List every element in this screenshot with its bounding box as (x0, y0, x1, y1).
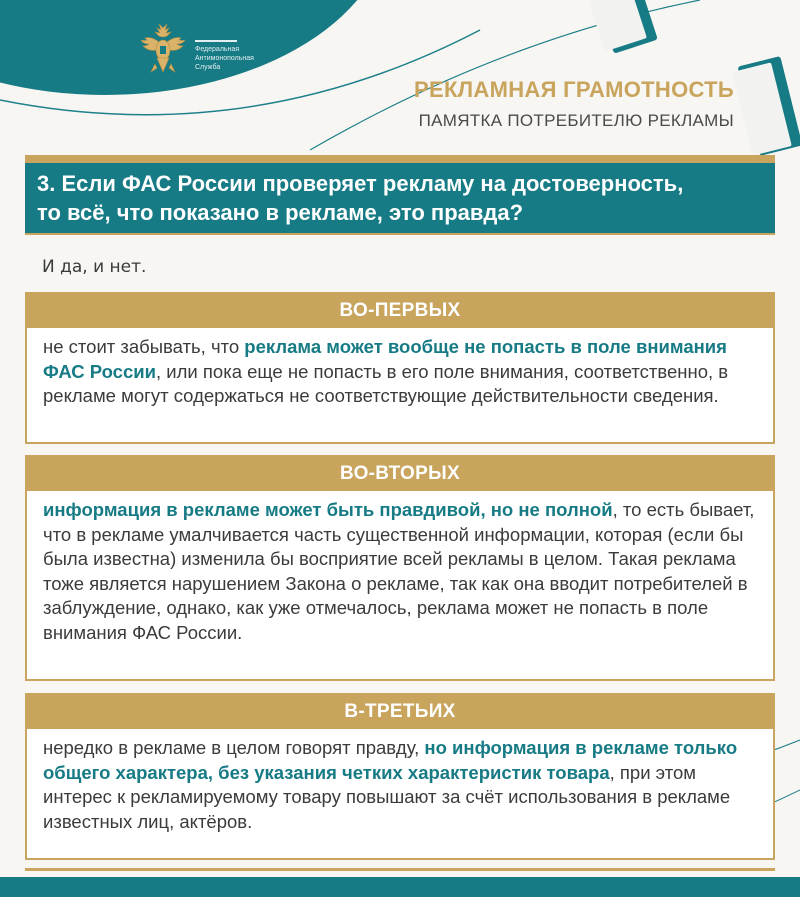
logo-line-3: Служба (195, 64, 221, 71)
card-highlight: но информация в рекламе только общего характера, без указания четких характеристик товара (43, 737, 738, 783)
card-text: , при этом интерес к рекламируемому товару повышают за счёт использования в рекламе известных лиц, актёров. (43, 761, 731, 832)
card-heading: В-ТРЕТЬИХ (27, 695, 773, 729)
logo-line-1: Федеральная (195, 46, 240, 53)
logo-line-2: Антимонопольная (195, 55, 254, 62)
intro-answer: И да, и нет. (42, 257, 147, 277)
card-text: , или пока еще не попасть в его поле внимания, соответственно, в рекламе могут содержаться не соответствующие действительности сведения. (43, 360, 729, 406)
question-gold-underline (25, 233, 775, 235)
card-body (27, 729, 773, 834)
logo-rule (195, 40, 237, 42)
fas-emblem-icon (137, 22, 189, 76)
logo-text (195, 40, 265, 72)
question-heading (25, 163, 775, 233)
question-line-2: то всё, что показано в рекламе, это правда? (37, 200, 524, 225)
card-text: не стоит забывать, что (43, 336, 245, 357)
card-heading: ВО-ПЕРВЫХ (27, 294, 773, 328)
card-body (27, 491, 773, 645)
footer-gold-stripe (25, 868, 775, 871)
card-text: нередко в рекламе в целом говорят правду, (43, 737, 425, 758)
question-line-1: 3. Если ФАС России проверяет рекламу на достоверность, (37, 171, 684, 196)
card-highlight: реклама может вообще не попасть в поле внимания ФАС России (43, 336, 727, 382)
card-thirdly (25, 693, 775, 860)
card-firstly (25, 292, 775, 444)
footer-bar (0, 877, 800, 897)
card-body (27, 328, 773, 409)
card-text: , то есть бывает, что в рекламе умалчивается часть существенной информации, которая (если бы была известна) изменила бы восприятие всей рекламы в целом. Такая реклама тоже является нарушением Закона о рекламе, так как она вводит потребителей в заблуждение, однако, как уже отмечалось, реклама может не попасть в поле внимания ФАС России. (43, 499, 755, 643)
card-heading: ВО-ВТОРЫХ (27, 457, 773, 491)
card-highlight: информация в рекламе может быть правдивой, но не полной (43, 499, 613, 520)
document-title: РЕКЛАМНАЯ ГРАМОТНОСТЬ (414, 77, 734, 102)
question-gold-stripe (25, 155, 775, 163)
document-subtitle: ПАМЯТКА ПОТРЕБИТЕЛЮ РЕКЛАМЫ (418, 111, 734, 130)
card-secondly (25, 455, 775, 681)
